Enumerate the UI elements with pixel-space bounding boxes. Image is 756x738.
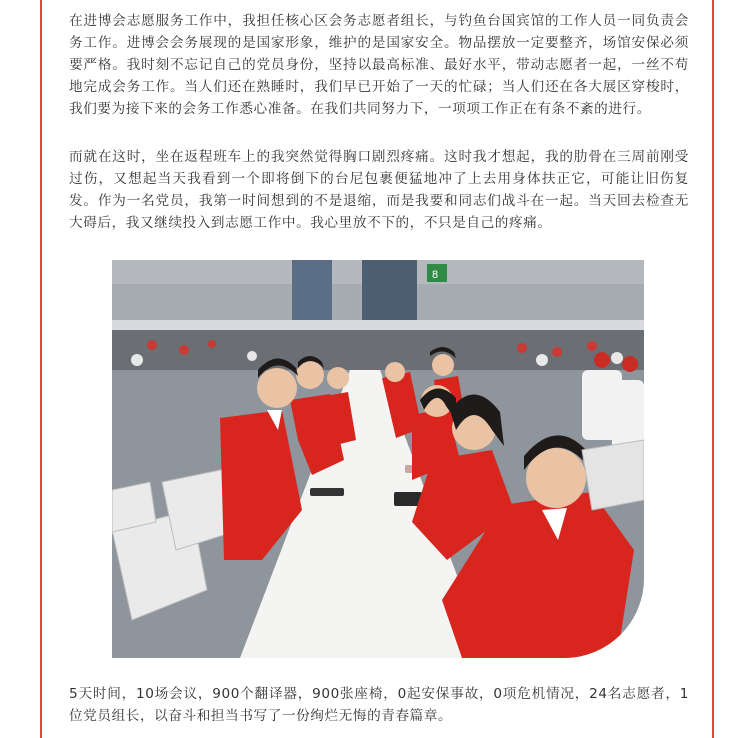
paragraph-intro: 在进博会志愿服务工作中，我担任核心区会务志愿者组长，与钓鱼台国宾馆的工作人员一同负责会务工作。进博会会务展现的是国家形象，维护的是国家安全。物品摆放一定要整齐，场馆安保必须要严格。我时刻不忘记自己的党员身份，坚持以最高标准、最好水平，带动志愿者一起，一丝不苟地完成会务工作。当人们还在熟睡时，我们早已开始了一天的忙碌；当人们还在各大展区穿梭时，我们要为接下来的会务工作悉心准备。在我们共同努力下，一项项工作正在有条不紊的进行。 <box>69 13 689 117</box>
sign-text: 8 <box>432 269 439 281</box>
volunteers-photo <box>112 260 644 658</box>
paragraph-summary: 5天时间，10场会议，900个翻译器，900张座椅，0起安保事故，0项危机情况，24名志愿者，1位党员组长，以奋斗和担当书写了一份绚烂无悔的青春篇章。 <box>69 686 689 724</box>
paragraph-injury: 而就在这时，坐在返程班车上的我突然觉得胸口剧烈疼痛。这时我才想起，我的肋骨在三周前刚受过伤，又想起当天我看到一个即将倒下的台尼包裹便猛地冲了上去用身体扶正它，可能让旧伤复发。作为一名党员，我第一时间想到的不是退缩，而是我要和同志们战斗在一起。当天回去检查无大碍后，我又继续投入到志愿工作中。我心里放不下的，不只是自己的疼痛。 <box>69 149 689 231</box>
